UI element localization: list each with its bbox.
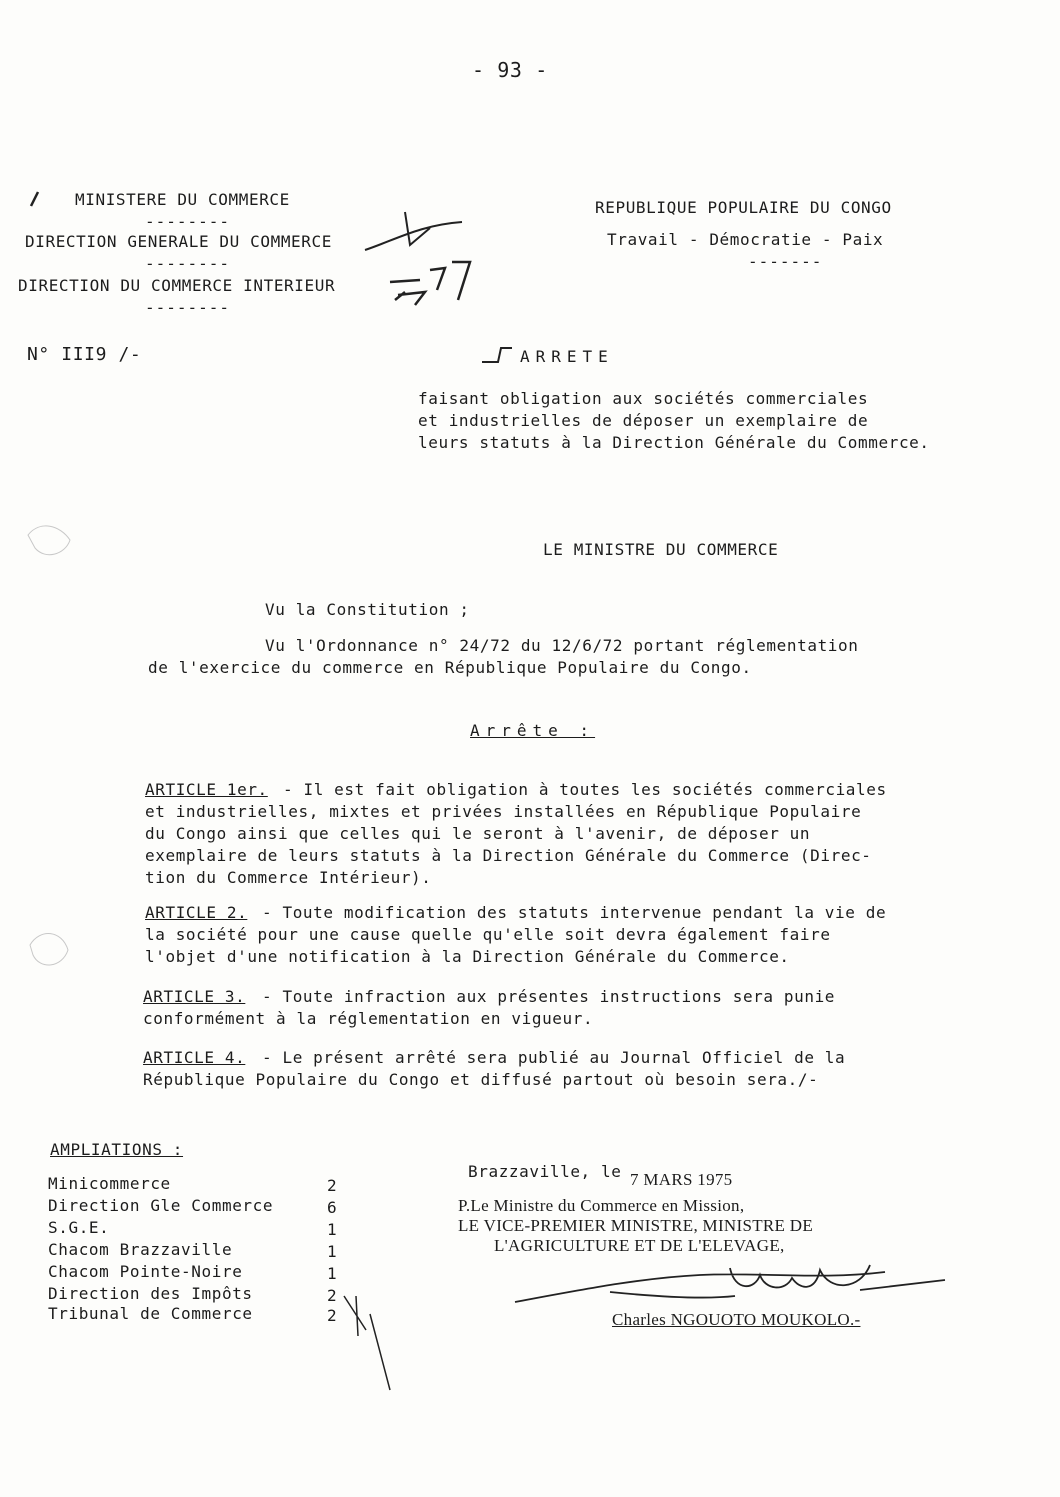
signatory-title-line: L'AGRICULTURE ET DE L'ELEVAGE, (494, 1236, 785, 1255)
article-text: - Le présent arrêté sera publié au Journal Officiel de la (262, 1048, 846, 1067)
vu-line: de l'exercice du commerce en République Populaire du Congo. (148, 658, 752, 677)
ampliation-name: Chacom Brazzaville (48, 1240, 233, 1259)
direction-interieur: DIRECTION DU COMMERCE INTERIEUR (18, 276, 336, 295)
pen-mark (482, 348, 512, 362)
article-label: ARTICLE 3. (143, 987, 246, 1006)
ampliation-count: 1 (327, 1242, 337, 1261)
signature-scrawl (515, 1265, 945, 1302)
ampliation-name: Chacom Pointe-Noire (48, 1262, 243, 1281)
ampliation-count: 2 (327, 1306, 337, 1325)
ampliation-count: 1 (327, 1264, 337, 1283)
paper-smudge (30, 934, 68, 966)
arrete-heading: Arrête : (470, 721, 596, 740)
ampliation-name: Direction Gle Commerce (48, 1196, 274, 1215)
separator: ------- (748, 252, 823, 271)
reference-number: N° III9 /- (27, 344, 142, 365)
ampliation-count: 6 (327, 1198, 337, 1217)
article-text: - Toute infraction aux présentes instructions sera punie (262, 987, 836, 1006)
national-motto: Travail - Démocratie - Paix (607, 230, 884, 249)
subject-line: et industrielles de déposer un exemplaire de (418, 411, 869, 430)
republic-name: REPUBLIQUE POPULAIRE DU CONGO (595, 198, 892, 217)
page-number: - 93 - (472, 58, 548, 82)
arrete-title: ARRETE (520, 347, 614, 366)
ampliation-name: Tribunal de Commerce (48, 1304, 253, 1323)
article-text: République Populaire du Congo et diffusé partout où besoin sera./- (143, 1070, 819, 1089)
ampliation-name: Direction des Impôts (48, 1284, 253, 1303)
ministry-name: MINISTERE DU COMMERCE (75, 190, 290, 209)
vu-line: Vu l'Ordonnance n° 24/72 du 12/6/72 portant réglementation (265, 636, 859, 655)
tick-mark (344, 1296, 390, 1390)
article-text: et industrielles, mixtes et privées installées en République Populaire (145, 802, 862, 821)
article-label: ARTICLE 4. (143, 1048, 246, 1067)
ampliation-count: 2 (327, 1286, 337, 1305)
subject-line: faisant obligation aux sociétés commerciales (418, 389, 869, 408)
handwritten-number (390, 262, 470, 305)
article-text: exemplaire de leurs statuts à la Direction Générale du Commerce (Direc- (145, 846, 872, 865)
article-text: conformément à la réglementation en vigueur. (143, 1009, 594, 1028)
article-text: - Toute modification des statuts intervenue pendant la vie de (262, 903, 887, 922)
signatory-title-line: P.Le Ministre du Commerce en Mission, (458, 1196, 745, 1215)
article-text: du Congo ainsi que celles qui le seront à l'avenir, de déposer un (145, 824, 811, 843)
ampliation-count: 1 (327, 1220, 337, 1239)
vu-line: Vu la Constitution ; (265, 600, 470, 619)
article-text: tion du Commerce Intérieur). (145, 868, 432, 887)
place-date-prefix: Brazzaville, le (468, 1162, 622, 1181)
signature-date: 7 MARS 1975 (630, 1170, 733, 1189)
ampliation-name: Minicommerce (48, 1174, 171, 1193)
ampliation-count: 2 (327, 1176, 337, 1195)
separator: -------- (145, 298, 231, 317)
article-label: ARTICLE 2. (145, 903, 248, 922)
article-text: la société pour une cause quelle qu'elle soit devra également faire (145, 925, 831, 944)
ampliations-title: AMPLIATIONS : (50, 1140, 184, 1159)
subject-line: leurs statuts à la Direction Générale du Commerce. (418, 433, 930, 452)
signatory-name: Charles NGOUOTO MOUKOLO.- (612, 1310, 861, 1329)
direction-generale: DIRECTION GENERALE DU COMMERCE (25, 232, 332, 251)
signatory-title-line: LE VICE-PREMIER MINISTRE, MINISTRE DE (458, 1216, 814, 1235)
pen-mark (31, 192, 38, 206)
authority-title: LE MINISTRE DU COMMERCE (543, 540, 779, 559)
paraph-mark (365, 212, 462, 250)
article-label: ARTICLE 1er. (145, 780, 268, 799)
separator: -------- (145, 212, 231, 231)
article-text: - Il est fait obligation à toutes les sociétés commerciales (283, 780, 887, 799)
separator: -------- (145, 254, 231, 273)
ampliation-name: S.G.E. (48, 1218, 110, 1237)
article-text: l'objet d'une notification à la Direction Générale du Commerce. (145, 947, 790, 966)
paper-smudge (28, 526, 70, 555)
